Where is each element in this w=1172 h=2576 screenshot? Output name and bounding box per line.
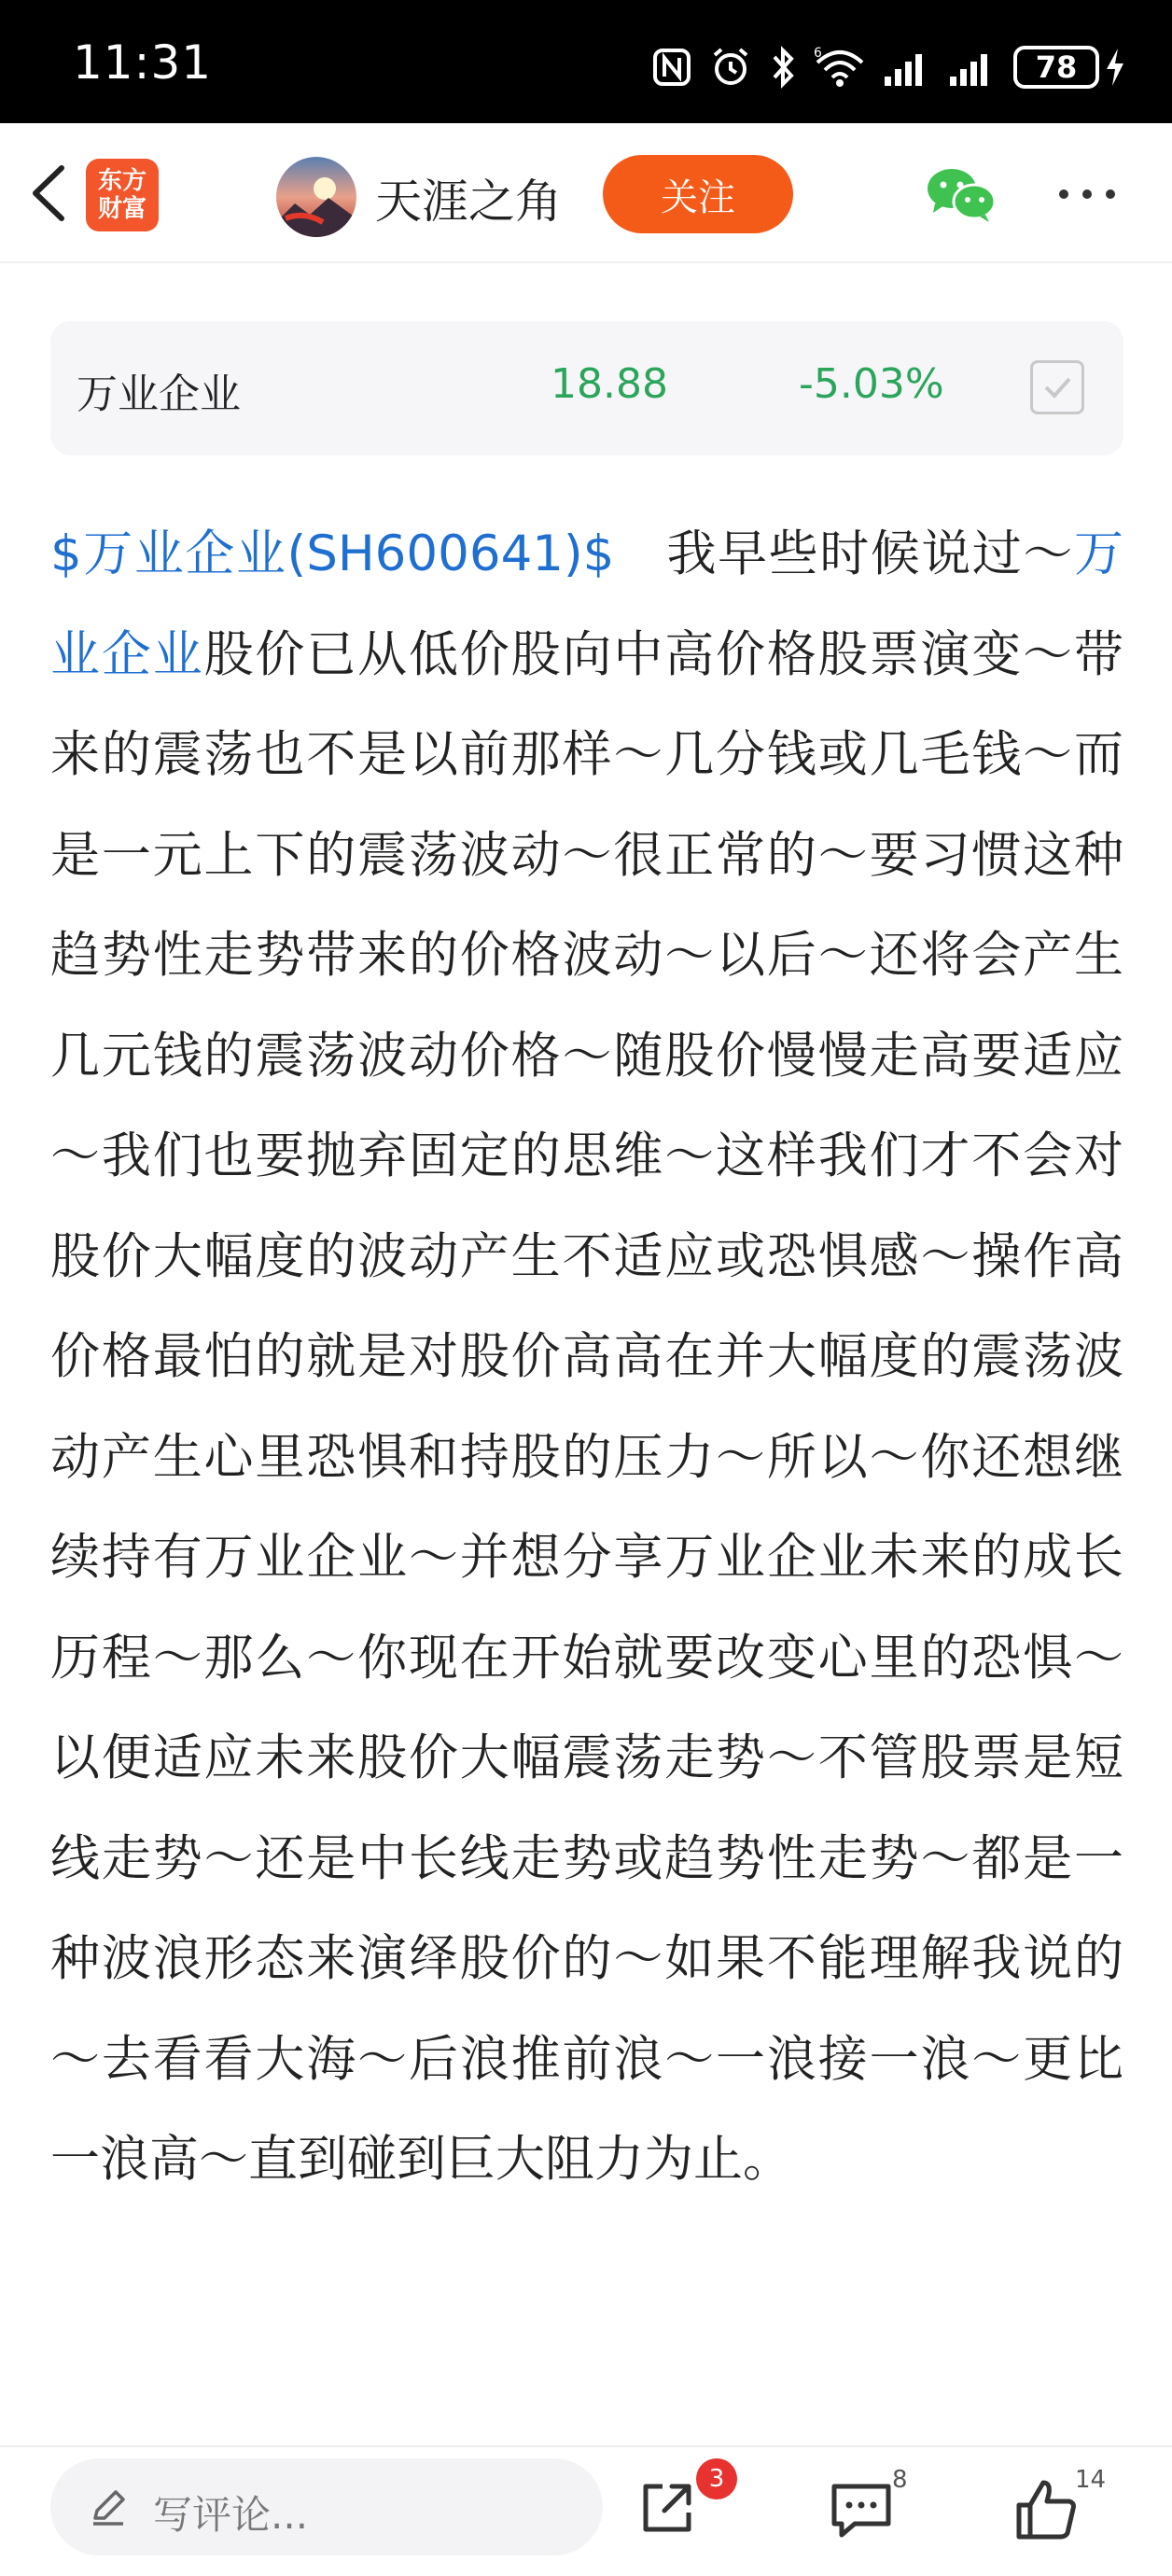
signal-icon-1 — [883, 47, 931, 88]
avatar[interactable] — [276, 157, 356, 237]
post-body — [50, 504, 1123, 2210]
battery-indicator — [1013, 46, 1125, 89]
back-icon[interactable] — [22, 161, 78, 226]
wechat-icon[interactable] — [926, 164, 997, 224]
app-logo-line2: 财富 — [97, 195, 146, 223]
post-text-part1: 我早些时候说过～ — [614, 525, 1074, 582]
stock-quote-card[interactable] — [50, 321, 1123, 455]
comment-placeholder: 写评论... — [153, 2492, 309, 2538]
app-logo[interactable] — [86, 159, 159, 231]
thumbs-up-icon[interactable] — [1015, 2479, 1079, 2541]
share-badge: 3 — [696, 2458, 737, 2499]
status-icons — [651, 39, 1125, 95]
nfc-icon — [651, 47, 692, 88]
battery-level: 78 — [1013, 46, 1099, 89]
stock-change: -5.03% — [799, 360, 944, 408]
follow-button[interactable]: 关注 — [603, 155, 793, 233]
bluetooth-icon — [769, 46, 797, 89]
network-label: 6 — [814, 46, 822, 61]
nav-bar — [0, 123, 1172, 263]
pencil-icon — [88, 2486, 129, 2527]
bottom-action-bar — [0, 2445, 1172, 2576]
comments-count: 8 — [892, 2466, 908, 2494]
post-text-part2: 股价已从低价股向中高价格股票演变～带来的震荡也不是以前那样～几分钱或几毛钱～而是一元上下的震荡波动～很正常的～要习惯这种趋势性走势带来的价格波动～以后～还将会产生几元钱的震荡波动价格～随股价慢慢走高要适应～我们也要抛弃固定的思维～这样我们才不会对股价大幅度的波动产生不适应或恐惧感～操作高价格最怕的就是对股价高高在并大幅度的震荡波动产生心里恐惧和持股的压力～所以～你还想继续持有万业企业～并想分享万业企业未来的成长历程～那么～你现在开始就要改变心里的恐惧～以便适应未来股价大幅震荡走势～不管股票是短线走势～还是中长线走势或趋势性走势～都是一种波浪形态来演绎股价的～如果不能理解我说的～去看看大海～后浪推前浪～一浪接一浪～更比一浪高～直到碰到巨大阻力为止。 — [50, 625, 1124, 2188]
share-icon[interactable] — [636, 2477, 698, 2539]
alarm-icon — [709, 46, 752, 89]
likes-count: 14 — [1075, 2466, 1107, 2494]
comments-icon[interactable] — [829, 2481, 894, 2539]
signal-icon-2 — [948, 47, 997, 88]
check-icon — [1033, 363, 1081, 412]
stock-price: 18.88 — [551, 360, 668, 408]
stock-cashtag-link[interactable]: $万业企业(SH600641)$ — [50, 525, 615, 582]
status-bar — [0, 0, 1172, 123]
more-icon[interactable] — [1054, 175, 1120, 213]
username[interactable]: 天涯之角 — [375, 175, 562, 229]
stock-select-checkbox[interactable] — [1030, 360, 1084, 414]
app-logo-line1: 东方 — [97, 167, 146, 195]
charging-icon — [1105, 47, 1125, 88]
status-time: 11:31 — [73, 35, 213, 90]
stock-name: 万业企业 — [77, 371, 241, 418]
wifi-icon — [814, 46, 866, 89]
stock-mention-link[interactable]: 万业企业 — [50, 525, 1123, 683]
comment-input[interactable] — [50, 2458, 603, 2555]
